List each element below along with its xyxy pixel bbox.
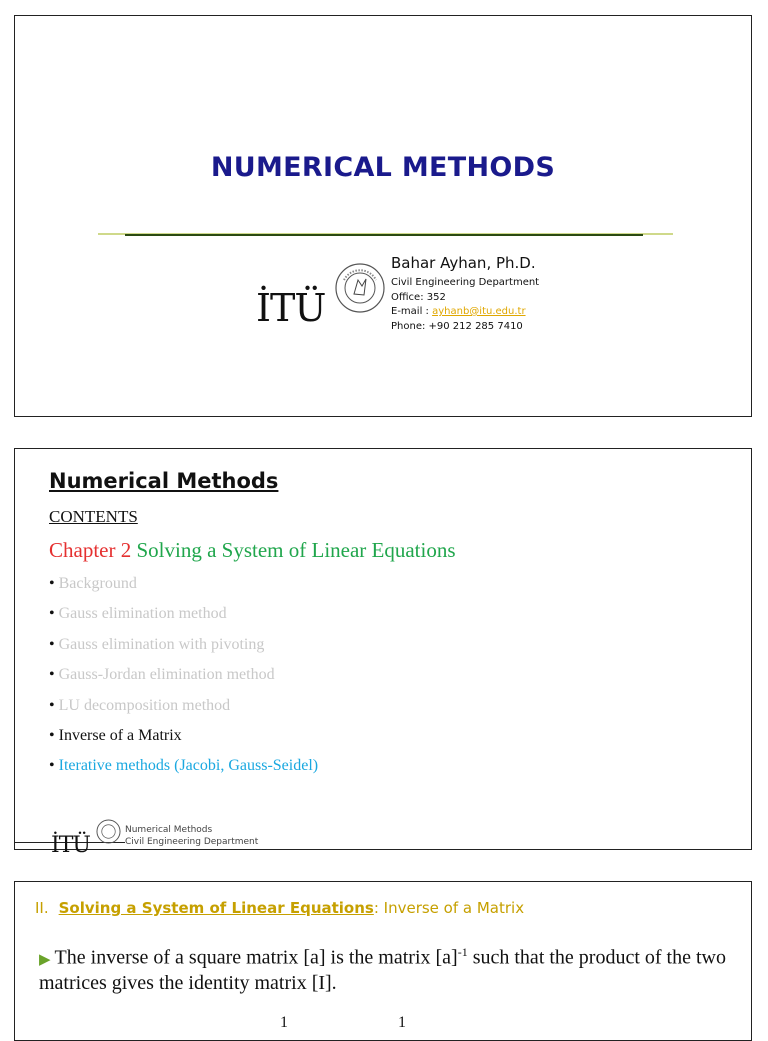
- slide-heading: Numerical Methods: [49, 469, 279, 493]
- definition-text: ▶ The inverse of a square matrix [a] is the matrix $[a]^{-1}$ such that the product of the two matrices gives the identity matrix [I].: [39, 945, 726, 994]
- title-underline-dark: [125, 234, 643, 236]
- university-seal-icon: [334, 262, 386, 314]
- contents-list: [49, 573, 318, 786]
- list-item: • Background: [49, 575, 137, 592]
- section-number: II.: [35, 899, 49, 917]
- phone: Phone: +90 212 285 7410: [391, 320, 523, 332]
- email-row: [391, 305, 539, 320]
- section-title: Solving a System of Linear Equations: [58, 899, 374, 917]
- office: Office: 352: [391, 291, 446, 303]
- list-item: • Gauss elimination with pivoting: [49, 635, 265, 653]
- bullet-arrow-icon: ▶: [39, 951, 51, 968]
- list-item-next: • Iterative methods (Jacobi, Gauss-Seidel): [49, 757, 319, 775]
- slide-title: NUMERICAL METHODS: [210, 152, 556, 183]
- equation-fragment: 1: [280, 1014, 288, 1031]
- department: Civil Engineering Department: [391, 277, 540, 288]
- footer-text: [125, 824, 258, 848]
- list-item: • LU decomposition method: [49, 696, 231, 714]
- footer-itu-logo: İTÜ: [51, 833, 90, 858]
- list-item: • Gauss elimination method: [49, 605, 227, 623]
- section-heading: [35, 899, 524, 917]
- author-contact: [391, 254, 539, 334]
- contents-label: CONTENTS: [49, 507, 138, 526]
- list-item: • Gauss-Jordan elimination method: [49, 666, 275, 684]
- equation-fragment: 1: [398, 1014, 406, 1031]
- inverse-superscript: -1: [457, 945, 468, 959]
- chapter-name: Solving a System of Linear Equations: [136, 538, 456, 562]
- inverse-matrix-slide: [14, 881, 752, 1041]
- title-slide: [14, 15, 752, 417]
- contents-slide: [14, 448, 752, 858]
- chapter-title: [49, 538, 456, 563]
- email-link[interactable]: ayhanb@itu.edu.tr: [432, 306, 526, 317]
- footer-seal-icon: [96, 819, 121, 844]
- author-name: Bahar Ayhan, Ph.D.: [391, 254, 536, 272]
- email-label: E-mail :: [391, 306, 433, 317]
- chapter-number: Chapter 2: [49, 538, 132, 562]
- footer-line-1: Numerical Methods: [125, 825, 213, 835]
- itu-logo: İTÜ: [256, 286, 326, 330]
- section-subtitle: : Inverse of a Matrix: [373, 899, 525, 917]
- list-item-current: • Inverse of a Matrix: [49, 726, 182, 744]
- footer-line-2: Civil Engineering Department: [125, 837, 259, 847]
